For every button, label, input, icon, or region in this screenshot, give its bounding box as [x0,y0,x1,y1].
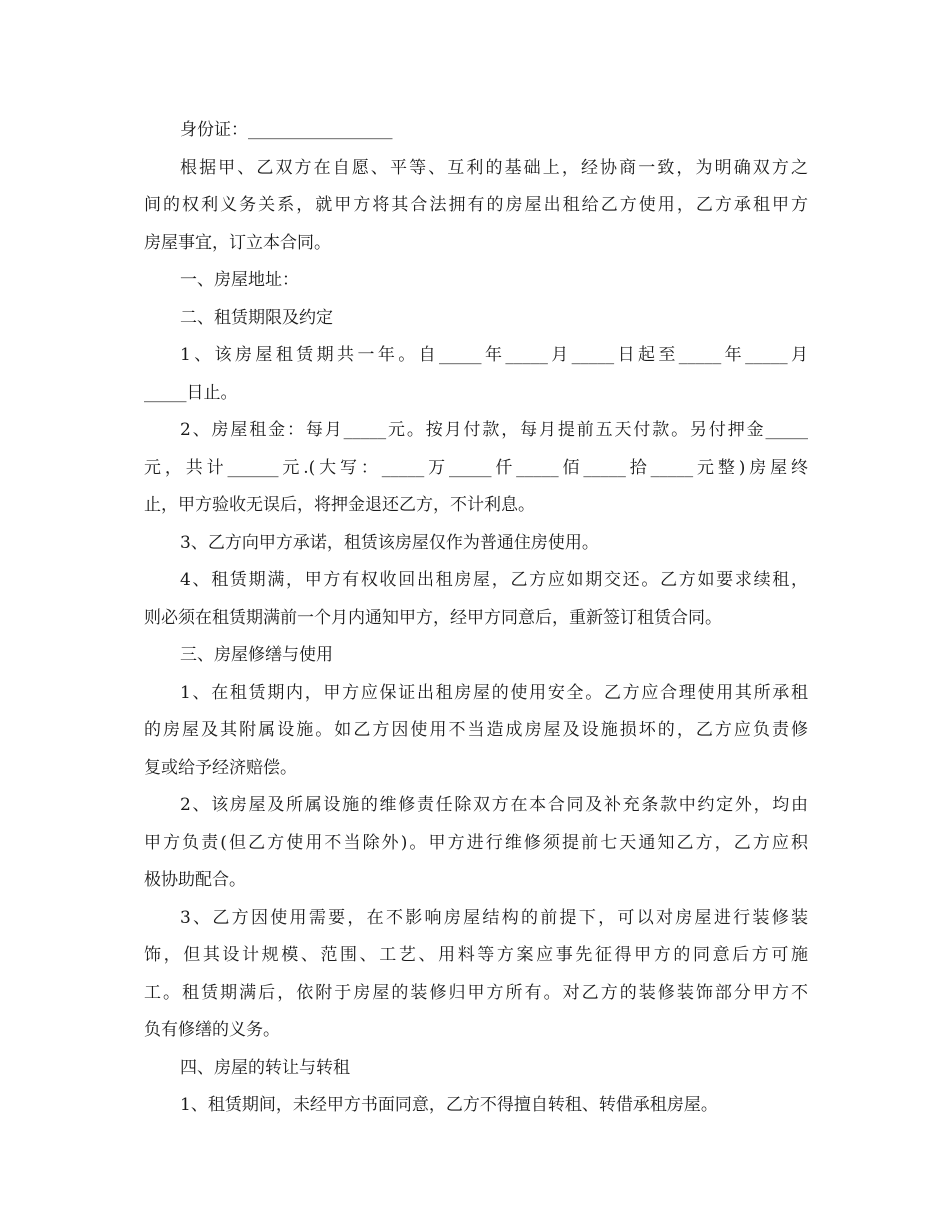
clause-2-1-line-2: _____日止。 [144,382,238,403]
clause-2-1-line-1: 1、该房屋租赁期共一年。自_____年_____月_____日起至_____年_____月 [180,345,808,365]
preamble-line-2: 间的权利义务关系，就甲方将其合法拥有的房屋出租给乙方使用，乙方承租甲方 [144,195,808,215]
clause-2-3-line-1: 3、乙方向甲方承诺，租赁该房屋仅作为普通住房使用。 [180,532,599,553]
clause-2-2-line-2: 元，共计______元.(大写：_____万_____仟_____佰_____拾_____元整)房屋终 [144,457,808,478]
clause-3-3-line-2: 饰，但其设计规模、范围、工艺、用料等方案应事先征得甲方的同意后方可施 [144,945,808,965]
clause-3-3-line-1: 3、乙方因使用需要，在不影响房屋结构的前提下，可以对房屋进行装修装 [180,907,808,928]
section-heading-address: 一、房屋地址： [180,270,299,290]
document-body [144,112,808,1125]
clause-3-2-line-3: 极协助配合。 [144,870,246,890]
clause-3-3-line-4: 负有修缮的义务。 [144,1020,280,1040]
clause-3-3-line-3: 工。租赁期满后，依附于房屋的装修归甲方所有。对乙方的装修装饰部分甲方不 [144,982,808,1003]
section-heading-repair: 三、房屋修缮与使用 [180,645,333,665]
clause-3-2-line-1: 2、该房屋及所属设施的维修责任除双方在本合同及补充条款中约定外，均由 [180,795,808,815]
clause-4-1-line-1: 1、租赁期间，未经甲方书面同意，乙方不得擅自转租、转借承租房屋。 [180,1095,718,1115]
clause-3-2-line-2: 甲方负责(但乙方使用不当除外)。甲方进行维修须提前七天通知乙方，乙方应积 [144,832,808,853]
section-heading-transfer: 四、房屋的转让与转租 [180,1057,350,1078]
preamble-line-1: 根据甲、乙双方在自愿、平等、互利的基础上，经协商一致，为明确双方之 [180,157,808,178]
clause-3-1-line-2: 的房屋及其附属设施。如乙方因使用不当造成房屋及设施损坏的，乙方应负责修 [144,720,808,740]
clause-3-1-line-3: 复或给予经济赔偿。 [144,757,297,778]
clause-2-4-line-1: 4、租赁期满，甲方有权收回出租房屋，乙方应如期交还。乙方如要求续租， [180,570,808,590]
clause-2-2-line-1: 2、房屋租金：每月_____元。按月付款，每月提前五天付款。另付押金_____ [180,420,808,440]
preamble-line-3: 房屋事宜，订立本合同。 [144,232,331,253]
section-heading-term: 二、租赁期限及约定 [180,307,333,328]
id-card-line: 身份证：_________________ [180,120,393,140]
clause-2-2-line-3: 止，甲方验收无误后，将押金退还乙方，不计利息。 [144,495,535,515]
clause-3-1-line-1: 1、在租赁期内，甲方应保证出租房屋的使用安全。乙方应合理使用其所承租 [180,682,808,703]
clause-2-4-line-2: 则必须在租赁期满前一个月内通知甲方，经甲方同意后，重新签订租赁合同。 [144,607,722,628]
